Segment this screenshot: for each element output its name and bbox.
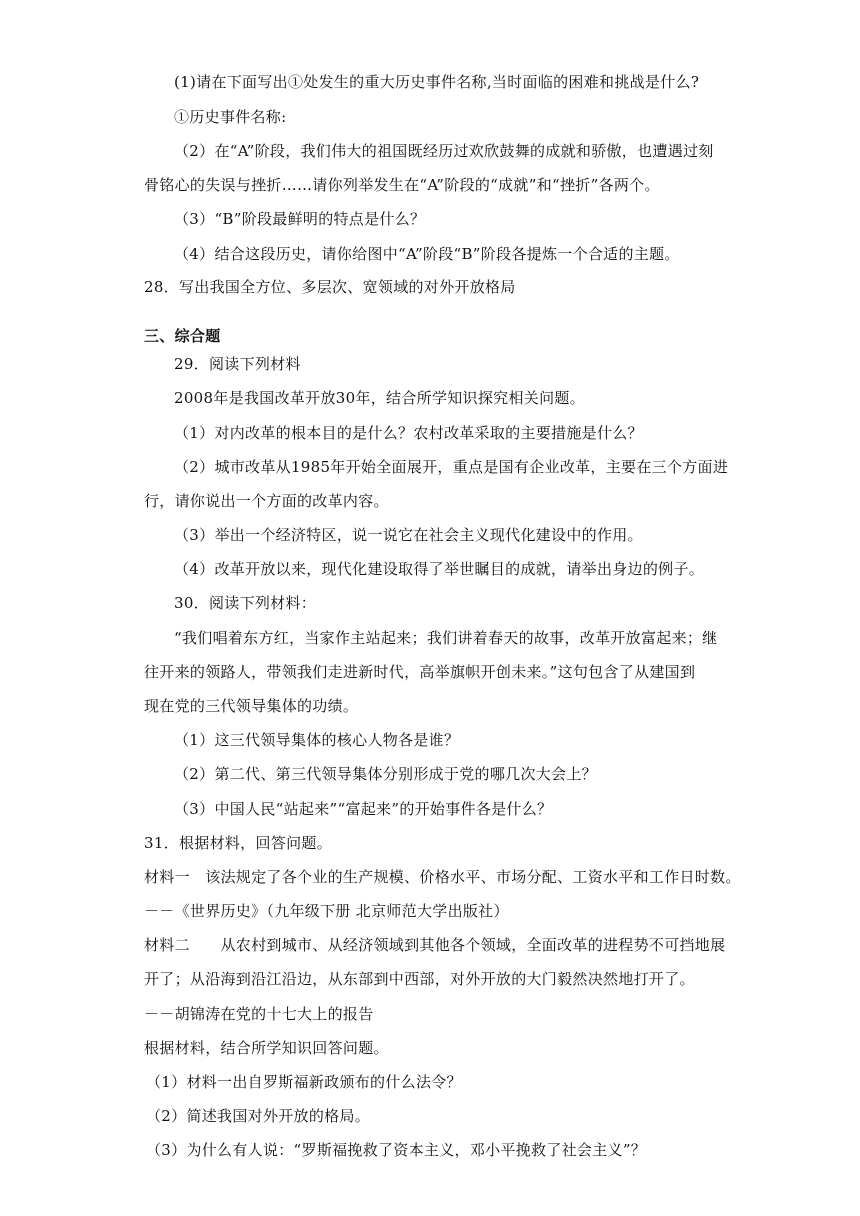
section-heading: 三、综合题	[144, 327, 221, 345]
q29-sub2-line1: （2）城市改革从1985年开始全面展开，重点是国有企业改革，主要在三个方面进	[174, 458, 729, 476]
q27-sub1-answer-label: ①历史事件名称:	[174, 108, 287, 126]
q30-quote-line1: “我们唱着东方红，当家作主站起来；我们讲着春天的故事，改革开放富起来；继	[174, 629, 718, 647]
q27-sub2-line1: （2）在“A”阶段，我们伟大的祖国既经历过欢欣鼓舞的成就和骄傲，也遭遇过刻	[174, 142, 714, 160]
q29-sub3: （3）举出一个经济特区，说一说它在社会主义现代化建设中的作用。	[174, 526, 643, 544]
q30-sub1: （1）这三代领导集体的核心人物各是谁？	[174, 731, 460, 749]
q28: 28．写出我国全方位、多层次、宽领域的对外开放格局	[144, 278, 516, 296]
q30-sub2: （2）第二代、第三代领导集体分别形成于党的哪几次大会上？	[174, 765, 597, 783]
q27-sub1: (1)请在下面写出①处发生的重大历史事件名称,当时面临的困难和挑战是什么?	[174, 73, 700, 91]
q29-intro: 2008年是我国改革开放30年，结合所学知识探究相关问题。	[174, 389, 585, 407]
q31-instruction: 根据材料，结合所学知识回答问题。	[144, 1039, 389, 1057]
q31-material2-source: －－胡锦涛在党的十七大上的报告	[144, 1005, 374, 1023]
q29-sub1: （1）对内改革的根本目的是什么？农村改革采取的主要措施是什么？	[174, 424, 643, 442]
q31-sub1: （1）材料一出自罗斯福新政颁布的什么法令？	[146, 1073, 462, 1091]
q29-sub4: （4）改革开放以来，现代化建设取得了举世瞩目的成就，请举出身边的例子。	[174, 560, 705, 578]
q31-title: 31．根据材料，回答问题。	[144, 834, 332, 852]
q30-quote-line3: 现在党的三代领导集体的功绩。	[144, 697, 359, 715]
q29-sub2-line2: 行，请你说出一个方面的改革内容。	[144, 492, 389, 510]
q30-sub3: （3）中国人民“站起来”“富起来”的开始事件各是什么？	[174, 800, 553, 818]
q31-material1-source: －－《世界历史》（九年级下册 北京师范大学出版社）	[144, 902, 509, 920]
q31-sub3: （3）为什么有人说：“罗斯福挽救了资本主义，邓小平挽救了社会主义”？	[146, 1141, 647, 1159]
q30-quote-line2: 往开来的领路人，带领我们走进新时代，高举旗帜开创未来。”这句包含了从建国到	[144, 663, 696, 681]
q27-sub3: （3）“B”阶段最鲜明的特点是什么？	[174, 210, 426, 228]
q29-title: 29．阅读下列材料	[174, 355, 301, 373]
q31-sub2: （2）简述我国对外开放的格局。	[146, 1107, 371, 1125]
q27-sub2-line2: 骨铭心的失误与挫折……请你列举发生在“A”阶段的“成就”和“挫折”各两个。	[144, 176, 660, 194]
q31-material2-line2: 开了；从沿海到沿江沿边，从东部到中西部，对外开放的大门毅然决然地打开了。	[144, 970, 695, 988]
q30-title: 30．阅读下列材料：	[174, 594, 317, 612]
q31-material1: 材料一 该法规定了各个业的生产规模、价格水平、市场分配、工资水平和工作日时数。	[144, 868, 741, 886]
q31-material2-line1: 材料二 从农村到城市、从经济领域到其他各个领域，全面改革的进程势不可挡地展	[144, 936, 726, 954]
q27-sub4: （4）结合这段历史，请你给图中“A”阶段“B”阶段各提炼一个合适的主题。	[174, 245, 680, 263]
